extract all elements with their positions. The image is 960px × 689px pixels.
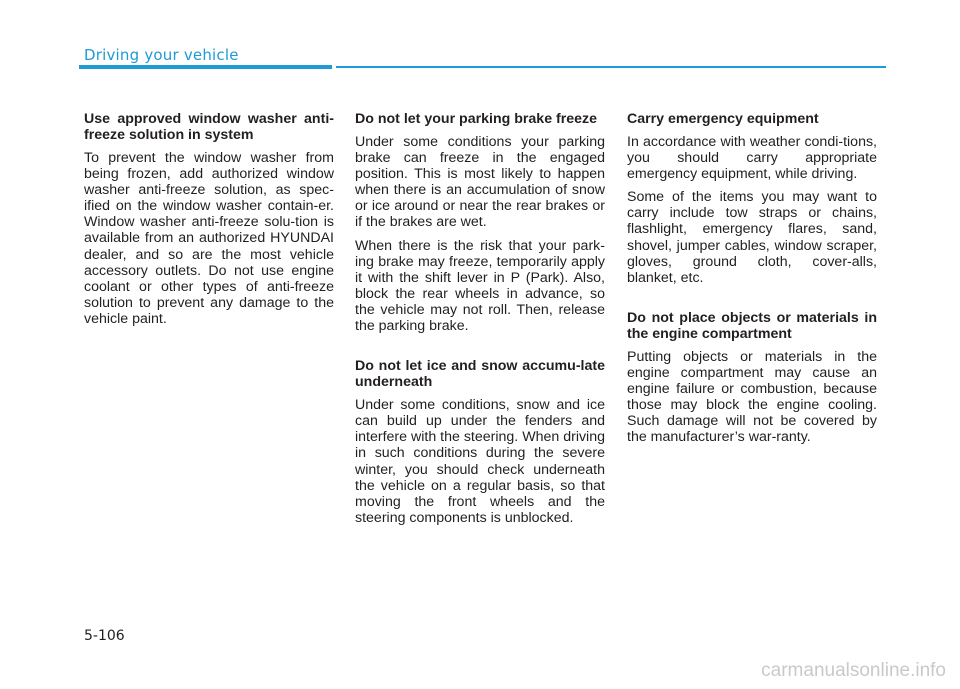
header-rule-thick: [79, 65, 332, 69]
heading-parking-brake-freeze: Do not let your parking brake freeze: [355, 111, 598, 127]
section-title: Driving your vehicle: [84, 46, 239, 64]
paragraph: When there is the risk that your park-ing brake may freeze, temporarily apply it with the shift lever in P (Park). Also, block the rear wheels in advance, so the vehicle may not roll. Then, release the parking brake.: [355, 237, 605, 335]
paragraph: Under some conditions, snow and ice can build up under the fenders and interfere with the steering. When driving in such conditions during the severe winter, you should check underneath the vehicle on a regular basis, so that moving the front wheels and the steering components is unblocked.: [355, 397, 605, 526]
column-2: [355, 111, 605, 526]
paragraph: Under some conditions your parking brake can freeze in the engaged position. This is most likely to happen when there is an accumulation of snow or ice around or near the rear brakes or if the brakes are wet.: [355, 134, 605, 231]
heading-engine-compartment-objects: Do not place objects or materials in the engine compartment: [627, 309, 877, 342]
paragraph: In accordance with weather condi-tions, you should carry appropriate emergency equipment, while driving.: [627, 134, 877, 183]
column-3: [627, 111, 877, 445]
paragraph: Putting objects or materials in the engine compartment may cause an engine failure or combustion, because those may block the engine cooling. Such damage will not be covered by the manufacturer’s war-ranty.: [627, 348, 877, 446]
paragraph: To prevent the window washer from being frozen, add authorized window washer anti-freeze solution, as spec-ified on the window washer contain-er. Window washer anti-freeze solu-tion is available from an authorized HYUNDAI dealer, and so are the most vehicle accessory outlets. Do not use engine coolant or other types of anti-freeze solution to prevent any damage to the vehicle paint.: [84, 150, 334, 327]
heading-washer-antifreeze: Use approved window washer anti-freeze solution in system: [84, 111, 334, 143]
watermark: carmanualsonline.info: [761, 660, 946, 681]
page-number: 5-106: [84, 628, 125, 644]
header-rule-thin: [336, 66, 886, 68]
paragraph: Some of the items you may want to carry include tow straps or chains, flashlight, emergency flares, sand, shovel, jumper cables, window scraper, gloves, ground cloth, cover-alls, blanket, etc.: [627, 189, 877, 286]
heading-emergency-equipment: Carry emergency equipment: [627, 111, 819, 127]
heading-ice-snow-underneath: Do not let ice and snow accumu-late underneath: [355, 358, 605, 391]
column-1: [84, 111, 334, 327]
